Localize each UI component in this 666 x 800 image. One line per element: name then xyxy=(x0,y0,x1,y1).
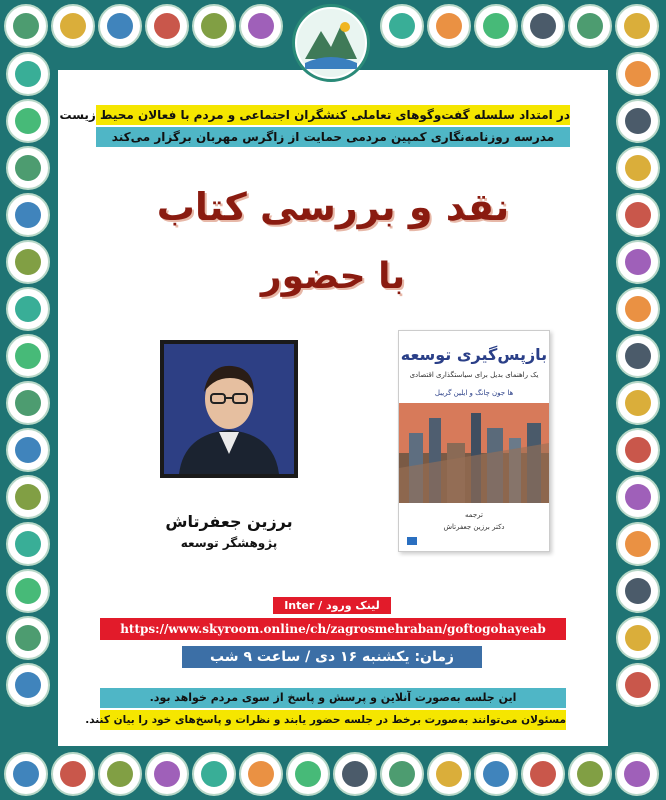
book-subtitle: یک راهنمای بدیل برای سیاستگذاری اقتصادی xyxy=(409,371,539,379)
organization-logo-icon xyxy=(6,569,50,613)
book-cover xyxy=(398,330,550,552)
organization-logo-icon xyxy=(474,4,518,48)
speaker-name: برزین جعفرتاش xyxy=(165,512,293,531)
organization-logo-icon xyxy=(474,752,518,796)
organization-logo-icon xyxy=(6,287,50,331)
organization-logo-icon xyxy=(4,752,48,796)
organization-logo-icon xyxy=(616,428,660,472)
header-line-1: در امتداد سلسله گفت‌وگوهای تعاملی کنشگران اجتماعی و مردم با فعالان محیط زیست xyxy=(96,105,570,125)
organization-logo-icon xyxy=(6,616,50,660)
session-time: زمان: یکشنبه ۱۶ دی / ساعت ۹ شب xyxy=(182,646,482,668)
book-title: بازپس‌گیری توسعه xyxy=(400,345,548,364)
organization-logo-icon xyxy=(6,99,50,143)
organization-logo-icon xyxy=(6,334,50,378)
organization-logo-icon xyxy=(6,381,50,425)
note-line-2: مسئولان می‌توانند به‌صورت برخط در جلسه حضور یابند و نظرات و پاسخ‌های خود را بیان کنند. xyxy=(100,710,566,730)
speaker-photo xyxy=(160,340,298,478)
organization-logo-icon xyxy=(616,475,660,519)
organization-logo-icon xyxy=(616,193,660,237)
header-line-2: مدرسه روزنامه‌نگاری کمپین مردمی حمایت از زاگرس مهربان برگزار می‌کند xyxy=(96,127,570,147)
organization-logo-icon xyxy=(616,522,660,566)
organization-logo-icon xyxy=(616,569,660,613)
organization-logo-icon xyxy=(616,287,660,331)
organization-logo-icon xyxy=(380,752,424,796)
book-translator-name: دکتر برزین جعفرتاش xyxy=(443,523,505,531)
organization-logo-icon xyxy=(145,4,189,48)
note-line-1: این جلسه به‌صورت آنلاین و پرسش و پاسخ از سوی مردم خواهد بود. xyxy=(100,688,566,708)
organization-logo-icon xyxy=(239,4,283,48)
organization-logo-icon xyxy=(521,4,565,48)
organization-logo-icon xyxy=(616,334,660,378)
organization-logo-icon xyxy=(6,428,50,472)
organization-logo-icon xyxy=(427,752,471,796)
organization-logo-icon xyxy=(192,752,236,796)
organization-logo-icon xyxy=(380,4,424,48)
organization-logo-icon xyxy=(616,146,660,190)
organization-logo-icon xyxy=(615,752,659,796)
publisher-logo-icon xyxy=(407,537,417,545)
organization-logo-icon xyxy=(98,752,142,796)
campaign-emblem-icon xyxy=(292,4,370,82)
organization-logo-icon xyxy=(6,475,50,519)
organization-logo-icon xyxy=(333,752,377,796)
organization-logo-icon xyxy=(427,4,471,48)
organization-logo-icon xyxy=(98,4,142,48)
main-title: نقد و بررسی کتاب xyxy=(156,185,510,229)
organization-logo-icon xyxy=(616,381,660,425)
organization-logo-icon xyxy=(615,4,659,48)
organization-logo-icon xyxy=(616,616,660,660)
organization-logo-icon xyxy=(239,752,283,796)
organization-logo-icon xyxy=(6,193,50,237)
book-translator-label: ترجمه xyxy=(465,511,483,519)
organization-logo-icon xyxy=(51,752,95,796)
organization-logo-icon xyxy=(145,752,189,796)
organization-logo-icon xyxy=(286,752,330,796)
organization-logo-icon xyxy=(616,663,660,707)
organization-logo-icon xyxy=(521,752,565,796)
organization-logo-icon xyxy=(568,752,612,796)
speaker-role: پژوهشگر توسعه xyxy=(180,536,278,550)
organization-logo-icon xyxy=(4,4,48,48)
organization-logo-icon xyxy=(616,52,660,96)
session-link[interactable]: https://www.skyroom.online/ch/zagrosmehraban/goftogohayeab xyxy=(100,618,566,640)
organization-logo-icon xyxy=(6,663,50,707)
book-authors: ها جون چانگ و ایلین گریبل xyxy=(434,389,514,397)
city-skyline-icon xyxy=(399,403,549,503)
organization-logo-icon xyxy=(6,52,50,96)
link-label: لینک ورود / Inter xyxy=(273,597,391,614)
organization-logo-icon xyxy=(6,146,50,190)
organization-logo-icon xyxy=(616,240,660,284)
subtitle-with: با حضور xyxy=(260,256,406,297)
organization-logo-icon xyxy=(192,4,236,48)
organization-logo-icon xyxy=(616,99,660,143)
organization-logo-icon xyxy=(568,4,612,48)
organization-logo-icon xyxy=(6,240,50,284)
organization-logo-icon xyxy=(6,522,50,566)
organization-logo-icon xyxy=(51,4,95,48)
